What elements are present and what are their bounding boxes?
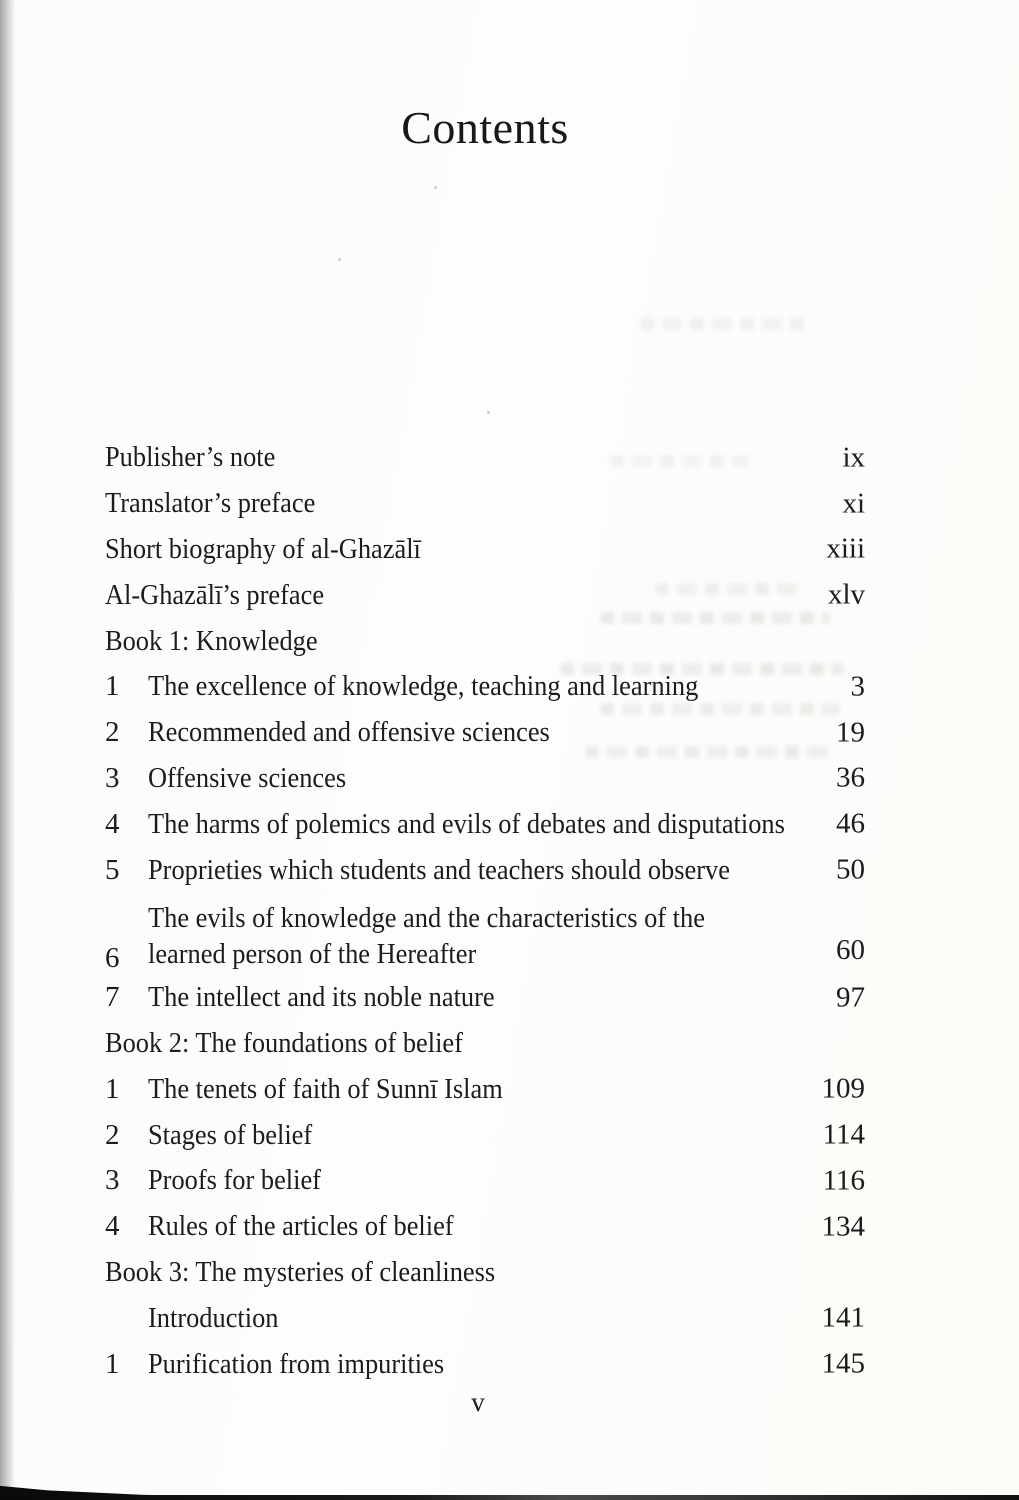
toc-entry-page-number: 134 (821, 1210, 865, 1243)
toc-entry-page-number: 36 (836, 761, 865, 794)
toc-entry-title: Introduction (148, 1301, 279, 1334)
toc-entry-number: 3 (105, 1164, 120, 1197)
toc-entry-number: 1 (105, 1072, 120, 1105)
toc-entry-title: Publisher’s note (105, 441, 276, 474)
toc-entry (105, 1112, 865, 1158)
toc-entry-title: Proprieties which students and teachers should observe (148, 853, 730, 886)
toc-entry-number: 1 (105, 670, 120, 703)
toc-entry-number: 3 (105, 761, 120, 794)
toc-entry-title: Rules of the articles of belief (148, 1210, 454, 1243)
toc-entry-number: 6 (105, 941, 120, 974)
scan-dust-speck (487, 411, 490, 414)
toc-entry-title: Recommended and offensive sciences (148, 716, 550, 749)
toc-entry-page-number: xi (842, 487, 865, 520)
toc-entry-title: Book 2: The foundations of belief (105, 1026, 463, 1059)
toc-entry (105, 756, 865, 802)
toc-entry-page-number: 145 (821, 1347, 865, 1380)
toc-entry-title: Stages of belief (148, 1118, 313, 1151)
scan-bottom-edge-shadow (0, 1495, 1019, 1500)
toc-entry (105, 801, 865, 847)
toc-entry-title (148, 900, 800, 972)
toc-entry-number: 2 (105, 1118, 120, 1151)
toc-entry-title: The excellence of knowledge, teaching and learning (148, 670, 699, 703)
toc-entry-title-line: learned person of the Hereafter (148, 937, 477, 970)
toc-entry (105, 1158, 865, 1204)
toc-entry (105, 1204, 865, 1250)
toc-entry (105, 572, 865, 618)
toc-entry-number: 4 (105, 807, 120, 840)
toc-entry (105, 527, 865, 573)
toc-entry-title: The tenets of faith of Sunnī Islam (148, 1072, 503, 1105)
toc-entry-title: Purification from impurities (148, 1347, 445, 1380)
toc-entry-page-number: 19 (836, 716, 865, 749)
page-showthrough-artifact (640, 318, 810, 330)
toc-entry-page-number: 50 (836, 853, 865, 886)
toc-book-heading (105, 618, 865, 664)
toc-entry (105, 1341, 865, 1387)
toc-entry-title: Proofs for belief (148, 1164, 321, 1197)
toc-entry (105, 664, 865, 710)
toc-entry-title: The harms of polemics and evils of debates and disputations (148, 807, 785, 840)
toc-entry-page-number: 3 (850, 670, 865, 703)
scan-dust-speck (338, 258, 341, 261)
toc-entry-page-number: 141 (821, 1301, 865, 1334)
toc-entry-title: The intellect and its noble nature (148, 981, 495, 1014)
toc-entry-title: Al-Ghazālī’s preface (105, 578, 325, 611)
toc-book-heading (105, 1250, 865, 1296)
toc-entry-page-number: 116 (822, 1164, 865, 1197)
toc-entry-page-number: 60 (836, 933, 865, 966)
toc-entry-title-line: The evils of knowledge and the characteristics of the (148, 901, 705, 934)
toc-list (105, 435, 865, 1387)
scan-left-edge-shadow (0, 0, 15, 1500)
toc-entry-number: 5 (105, 853, 120, 886)
toc-entry (105, 1066, 865, 1112)
toc-entry-page-number: xiii (826, 532, 865, 565)
toc-entry-title: Short biography of al-Ghazālī (105, 532, 421, 565)
toc-entry (105, 847, 865, 893)
folio-page-number: v (471, 1387, 485, 1417)
toc-entry-number: 2 (105, 716, 120, 749)
toc-entry-number: 4 (105, 1210, 120, 1243)
page-title: Contents (401, 102, 569, 153)
toc-entry (105, 893, 865, 975)
toc-entry-page-number: xlv (827, 578, 865, 611)
toc-entry-page-number: 46 (836, 807, 865, 840)
toc-entry (105, 1295, 865, 1341)
toc-entry-page-number: 97 (836, 981, 865, 1014)
toc-entry-title: Offensive sciences (148, 761, 347, 794)
toc-entry-number: 1 (105, 1347, 120, 1380)
toc-entry-number: 7 (105, 981, 120, 1014)
toc-entry-title: Book 1: Knowledge (105, 624, 318, 657)
toc-entry-page-number: 114 (822, 1118, 865, 1151)
toc-entry (105, 975, 865, 1021)
toc-entry (105, 710, 865, 756)
toc-entry-title: Translator’s preface (105, 487, 316, 520)
toc-entry-page-number: 109 (821, 1072, 865, 1105)
toc-entry-page-number: ix (842, 441, 865, 474)
scan-dust-speck (434, 186, 437, 189)
toc-entry-title: Book 3: The mysteries of cleanliness (105, 1255, 496, 1288)
toc-entry (105, 481, 865, 527)
toc-book-heading (105, 1021, 865, 1067)
toc-entry (105, 435, 865, 481)
